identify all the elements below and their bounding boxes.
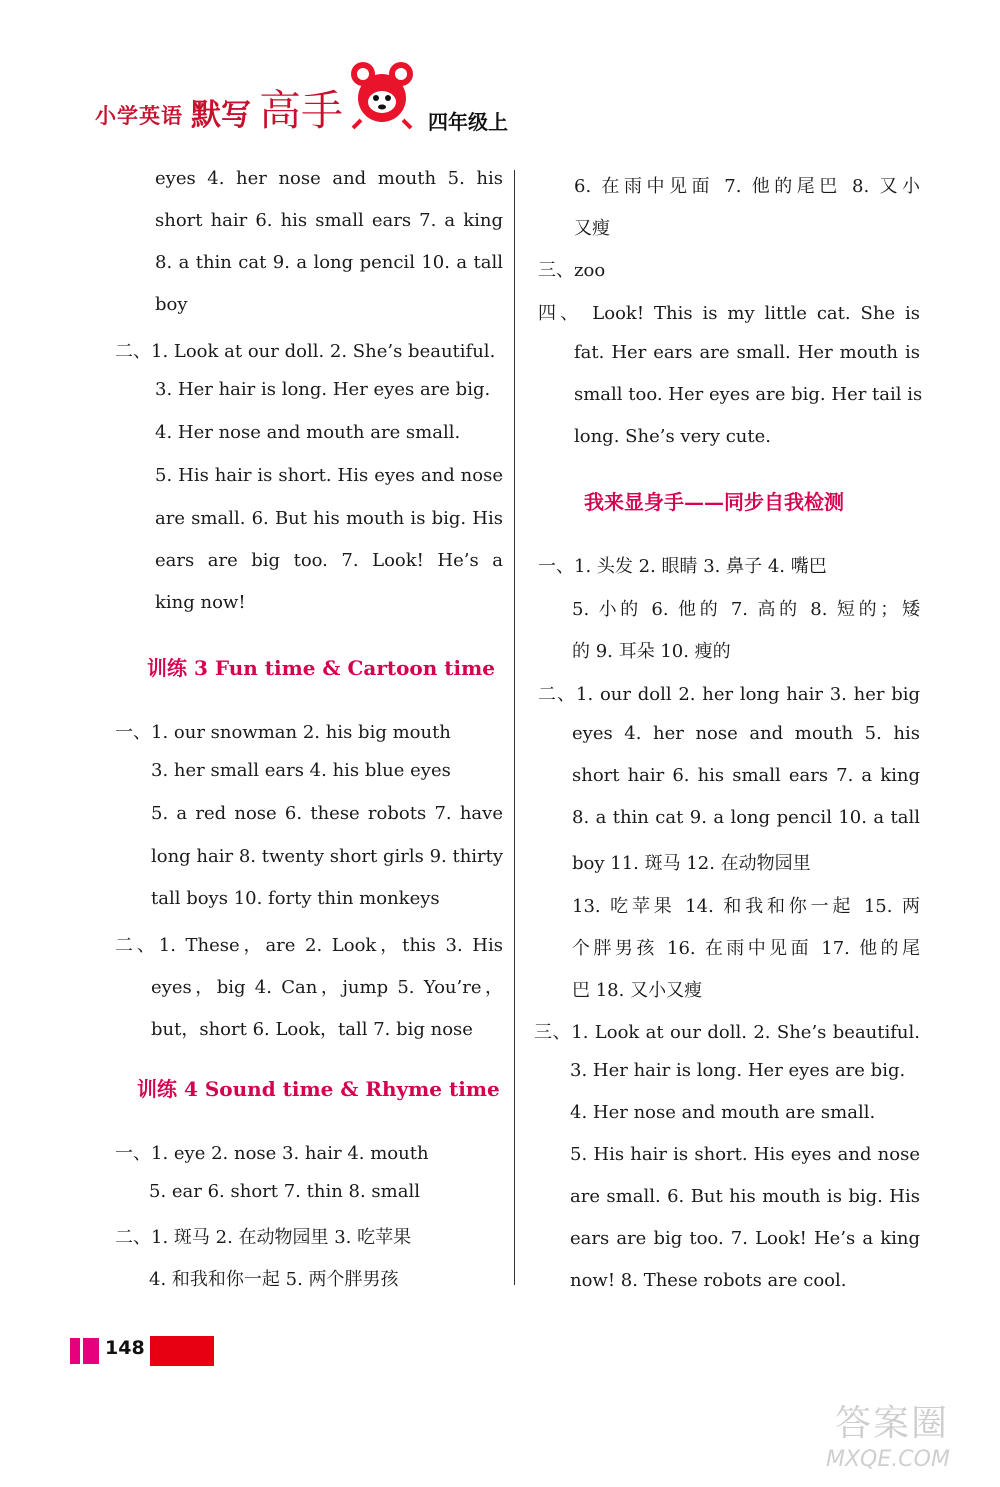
- answer-line: 巴 18. 又小又瘦: [572, 980, 703, 1001]
- answer-line: 个胖男孩 16. 在雨中见面 17. 他的尾: [572, 938, 920, 959]
- answer-line: tall boys 10. forty thin monkeys: [151, 888, 440, 909]
- answer-line: 8. a thin cat 9. a long pencil 10. a tall: [572, 807, 920, 828]
- answer-line: short hair 6. his small ears 7. a king: [155, 210, 503, 231]
- answer-line: 5. a red nose 6. these robots 7. have: [151, 803, 503, 824]
- footer-red-block: [150, 1336, 214, 1366]
- watermark-logo: 答案圈: [835, 1403, 950, 1444]
- answer-line: short hair 6. his small ears 7. a king: [572, 765, 920, 786]
- answer-line: 4. 和我和你一起 5. 两个胖男孩: [149, 1269, 399, 1290]
- answer-line: eyes，big 4. Can，jump 5. You’re，: [151, 977, 503, 998]
- section-heading-self-test: 我来显身手——同步自我检测: [584, 490, 844, 514]
- answer-line: ears are big too. 7. Look! He’s a king: [570, 1228, 920, 1249]
- answer-line: but，short 6. Look，tall 7. big nose: [151, 1019, 473, 1040]
- watermark-url: MXQE.COM: [826, 1447, 950, 1472]
- answer-line: 5. ear 6. short 7. thin 8. small: [149, 1181, 420, 1202]
- answer-line: now! 8. These robots are cool.: [570, 1270, 847, 1291]
- answer-line: small too. Her eyes are big. Her tail is: [574, 384, 923, 405]
- answer-line: are small. 6. But his mouth is big. His: [155, 508, 503, 529]
- section-heading-3: 训练 3 Fun time & Cartoon time: [147, 656, 495, 680]
- footer-accent-bar: [70, 1338, 80, 1364]
- footer-accent-bar: [83, 1338, 99, 1364]
- answer-line: 的 9. 耳朵 10. 瘦的: [572, 641, 731, 662]
- answer-line: 一、1. eye 2. nose 3. hair 4. mouth: [115, 1143, 429, 1164]
- answer-line: boy: [155, 294, 188, 315]
- answer-line: king now!: [155, 592, 246, 613]
- answer-line: 又瘦: [574, 218, 610, 239]
- answer-line: 13. 吃苹果 14. 和我和你一起 15. 两: [572, 896, 920, 917]
- brand-title-small: 小学英语: [95, 104, 183, 128]
- answer-line: eyes 4. her nose and mouth 5. his: [572, 723, 920, 744]
- answer-line: 四、 Look! This is my little cat. She is: [538, 303, 920, 324]
- answer-line: 5. His hair is short. His eyes and nose: [155, 465, 503, 486]
- book-header: [95, 58, 555, 138]
- answer-line: ears are big too. 7. Look! He’s a: [155, 550, 503, 571]
- page-number: 148: [105, 1337, 145, 1359]
- answer-line: 二、1. Look at our doll. 2. She’s beautiful.: [115, 341, 496, 362]
- answer-line: fat. Her ears are small. Her mouth is: [574, 342, 920, 363]
- answer-line: 8. a thin cat 9. a long pencil 10. a tall: [155, 252, 503, 273]
- answer-line: eyes 4. her nose and mouth 5. his: [155, 168, 503, 189]
- answer-line: 三、1. Look at our doll. 2. She’s beautiful.: [534, 1022, 920, 1043]
- mascot-logo-icon: [347, 58, 417, 130]
- answer-line: 3. Her hair is long. Her eyes are big.: [155, 379, 491, 400]
- answer-line: boy 11. 斑马 12. 在动物园里: [572, 853, 811, 874]
- answer-line: 4. Her nose and mouth are small.: [570, 1102, 876, 1123]
- answer-line: 6. 在雨中见面 7. 他的尾巴 8. 又小: [574, 176, 920, 197]
- answer-line: 二、1. our doll 2. her long hair 3. her big: [538, 684, 920, 705]
- answer-line: 4. Her nose and mouth are small.: [155, 422, 461, 443]
- answer-line: 一、1. our snowman 2. his big mouth: [115, 722, 451, 743]
- answer-line: 3. her small ears 4. his blue eyes: [151, 760, 451, 781]
- answer-line: 5. 小的 6. 他的 7. 高的 8. 短的；矮: [572, 599, 920, 620]
- grade-label: 四年级上: [428, 110, 508, 134]
- answer-line: 3. Her hair is long. Her eyes are big.: [570, 1060, 906, 1081]
- answer-line: 三、zoo: [538, 260, 606, 281]
- brand-title-big: 高手: [259, 86, 344, 135]
- section-heading-4: 训练 4 Sound time & Rhyme time: [137, 1077, 500, 1101]
- answer-line: 5. His hair is short. His eyes and nose: [570, 1144, 920, 1165]
- answer-line: 一、1. 头发 2. 眼睛 3. 鼻子 4. 嘴巴: [538, 556, 827, 577]
- column-divider: [514, 170, 515, 1285]
- answer-line: are small. 6. But his mouth is big. His: [570, 1186, 920, 1207]
- answer-line: 二、1. 斑马 2. 在动物园里 3. 吃苹果: [115, 1227, 412, 1248]
- answer-line: long hair 8. twenty short girls 9. thirty: [151, 846, 504, 867]
- answer-line: 二、1. These，are 2. Look，this 3. His: [115, 935, 503, 956]
- brand-title-mid: 默写: [191, 98, 251, 133]
- answer-line: long. She’s very cute.: [574, 426, 772, 447]
